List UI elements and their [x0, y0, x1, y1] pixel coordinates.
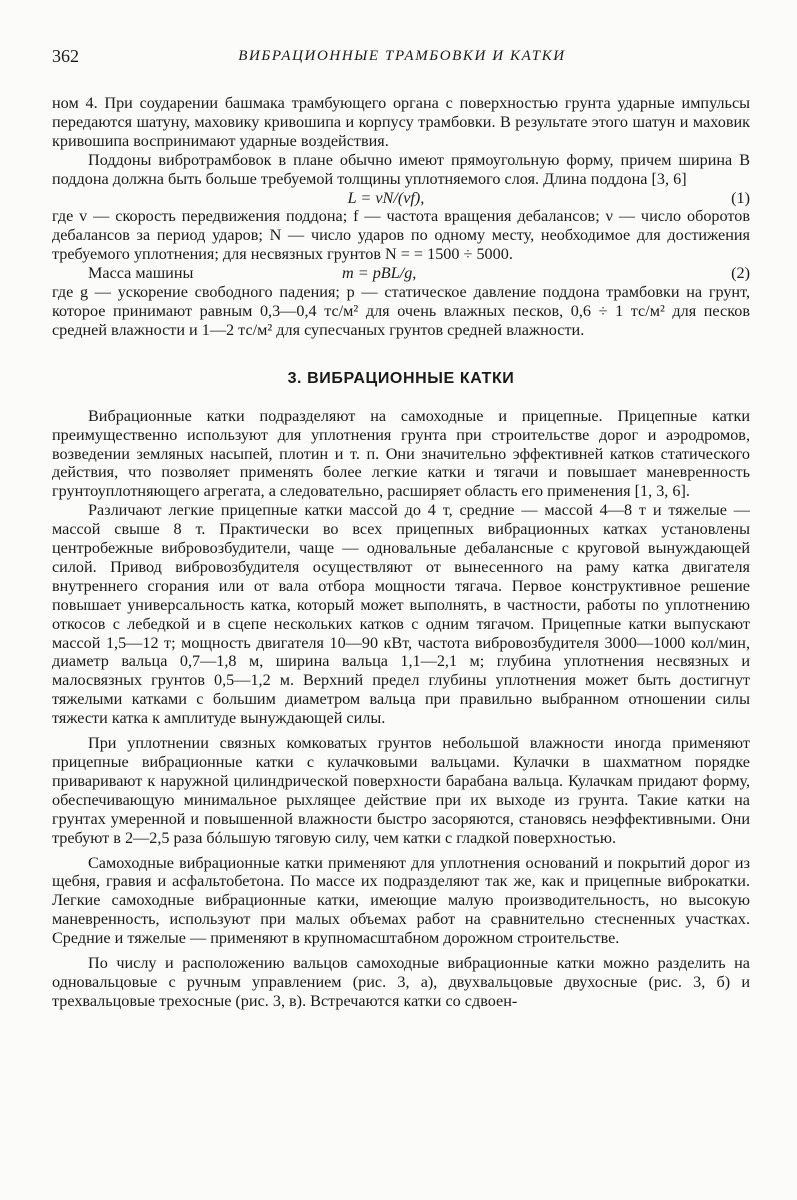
- paragraph: По числу и расположению вальцов самоходные вибрационные катки можно разделить на одновальцовые с ручным управлением (рис. 3, а), двухвальцовые двухосные (рис. 3, б) и трехвальцовые трехосные (рис. 3, в). Встречаются катки со сдвоен-: [52, 954, 750, 1010]
- equation-lead: Масса машины: [88, 264, 194, 283]
- page-body: [52, 94, 750, 1011]
- paragraph: Вибрационные катки подразделяют на самоходные и прицепные. Прицепные катки преимущественно используют для уплотнения грунта при строительстве дорог и аэродромов, возведении земляных насыпей, плотин и т. п. Они значительно эффективней катков статического действия, что позволяет применять более легкие катки и тягачи и повышает маневренность грунтоуплотняющего агрегата, а следовательно, расширяет область его применения [1, 3, 6].: [52, 406, 750, 501]
- page-number: 362: [52, 46, 79, 66]
- paragraph: Самоходные вибрационные катки применяют для уплотнения оснований и покрытий дорог из щебня, гравия и асфальтобетона. По массе их подразделяют так же, как и прицепные виброкатки. Легкие самоходные вибрационные катки, имеющие малую производительность, но высокую маневренность, используют при малых объемах работ на сравнительно стесненных участках. Средние и тяжелые — применяют в крупномасштабном дорожном строительстве.: [52, 853, 750, 948]
- equation-2: [52, 264, 750, 283]
- running-title: ВИБРАЦИОННЫЕ ТРАМБОВКИ И КАТКИ: [238, 48, 566, 64]
- equation-formula: m = pBL/g,: [342, 264, 417, 283]
- page-header: [52, 46, 752, 72]
- equation-number: (1): [731, 188, 750, 207]
- equation-1: [52, 189, 750, 208]
- paragraph: Поддоны вибротрамбовок в плане обычно имеют прямоугольную форму, причем ширина B поддона должна быть больше требуемой толщины уплотняемого слоя. Длина поддона [3, 6]: [52, 150, 750, 188]
- section-title: 3. ВИБРАЦИОННЫЕ КАТКИ: [287, 369, 515, 387]
- equation-number: (2): [731, 264, 750, 283]
- paragraph: ном 4. При соударении башмака трамбующего органа с поверхностью грунта ударные импульсы передаются шатуну, маховику кривошипа и корпусу трамбовки. В результате этого шатун и маховик кривошипа воспринимают ударные воздействия.: [52, 94, 750, 150]
- paragraph: Различают легкие прицепные катки массой до 4 т, средние — массой 4—8 т и тяжелые — массой свыше 8 т. Практически во всех прицепных вибрационных катках установлены центробежные вибровозбудители, чаще — одновальные дебалансные с круговой вынуждающей силой. Привод вибровозбудителя осуществляют от вынесенного на раму катка двигателя внутреннего сгорания или от вала отбора мощности тягача. Первое конструктивное решение повышает универсальность катка, который может выполнять, в частности, работы по уплотнению откосов с лебедкой и в сцепе нескольких катков с одним тягачом. Прицепные катки выпускают массой 1,5—12 т; мощность двигателя 10—90 кВт, частота вибровозбудителя 3000—1000 кол/мин, диаметр вальца 0,7—1,8 м, ширина вальца 1,1—2,1 м; глубина уплотнения несвязных и малосвязных грунтов 0,5—1,2 м. Верхний предел глубины уплотнения может быть достигнут тяжелыми катками с большим диаметром вальца при правильно выбранном отношении силы тяжести катка к амплитуде вынуждающей силы.: [52, 501, 750, 728]
- paragraph: При уплотнении связных комковатых грунтов небольшой влажности иногда применяют прицепные вибрационные катки с кулачковыми вальцами. Кулачки в шахматном порядке приваривают к наружной цилиндрической поверхности барабана вальца. Кулачкам придают форму, обеспечивающую минимальное рыхлящее действие при их выходе из грунта. Такие катки на грунтах умеренной и повышенной влажности быстро засоряются, становясь неэффективными. Они требуют в 2—2,5 раза бóльшую тяговую силу, чем катки с гладкой поверхностью.: [52, 734, 750, 847]
- equation-formula: L = vN/(νf),: [347, 188, 425, 207]
- paragraph: где v — скорость передвижения поддона; f — частота вращения дебалансов; ν — число оборотов дебалансов за период ударов; N — число ударов по одному месту, необходимое для достижения требуемого уплотнения; для несвязных грунтов N = = 1500 ÷ 5000.: [52, 207, 750, 264]
- paragraph: где g — ускорение свободного падения; p — статическое давление поддона трамбовки на грунт, которое принимают равным 0,3—0,4 тс/м² для очень влажных песков, 0,6 ÷ 1 тс/м² для песков средней влажности и 1—2 тс/м² для супесчаных грунтов средней влажности.: [52, 283, 750, 339]
